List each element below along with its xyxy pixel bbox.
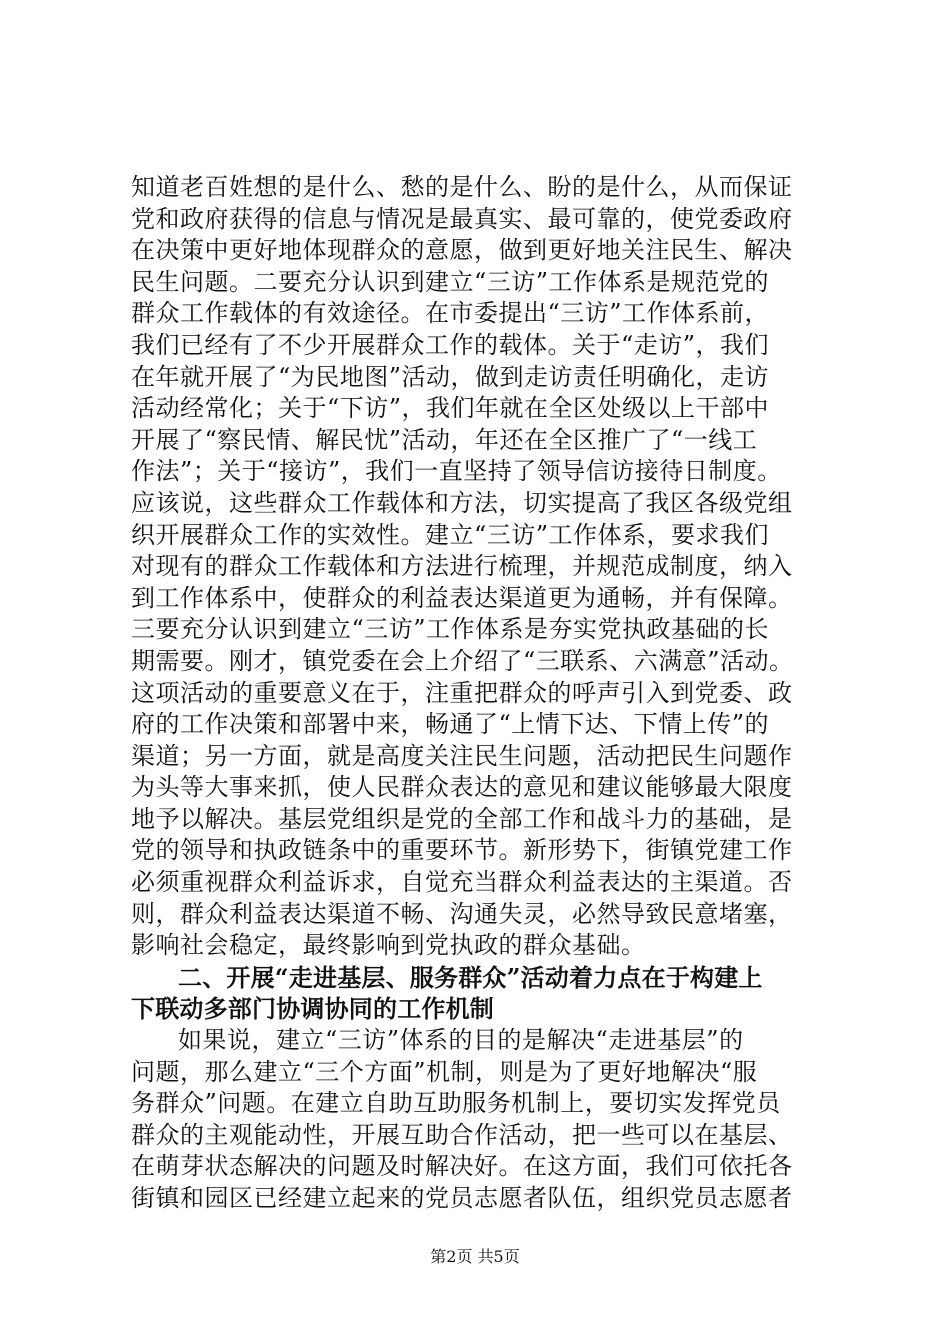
body-line: 对现有的群众工作载体和方法进行梳理，并规范成制度，纳入 xyxy=(131,552,793,581)
body-line: 必须重视群众利益诉求，自觉充当群众利益表达的主渠道。否 xyxy=(131,868,793,897)
body-line: 这项活动的重要意义在于，注重把群众的呼声引入到党委、政 xyxy=(131,678,793,707)
body-line: 在萌芽状态解决的问题及时解决好。在这方面，我们可依托各 xyxy=(131,1152,793,1181)
body-line: 三要充分认识到建立“三访”工作体系是夯实党执政基础的长 xyxy=(131,615,770,644)
body-line: 到工作体系中，使群众的利益表达渠道更为通畅，并有保障。 xyxy=(131,583,793,612)
body-line: 活动经常化；关于“下访”，我们年就在全区处级以上干部中 xyxy=(131,394,770,423)
body-line: 街镇和园区已经建立起来的党员志愿者队伍，组织党员志愿者 xyxy=(131,1184,793,1212)
body-line: 知道老百姓想的是什么、愁的是什么、盼的是什么，从而保证 xyxy=(131,173,793,201)
section-heading: 下联动多部门协调协同的工作机制 xyxy=(131,994,494,1024)
page-number-footer: 第2页 共5页 xyxy=(430,1247,520,1266)
body-line: 作法”；关于“接访”，我们一直坚持了领导信访接待日制度。 xyxy=(131,457,782,486)
body-line: 为头等大事来抓，使人民群众表达的意见和建议能够最大限度 xyxy=(131,773,793,802)
body-line: 民生问题。二要充分认识到建立“三访”工作体系是规范党的 xyxy=(131,267,770,296)
body-line: 在年就开展了“为民地图”活动，做到走访责任明确化，走访 xyxy=(131,362,770,391)
body-line: 织开展群众工作的实效性。建立“三访”工作体系，要求我们 xyxy=(131,520,770,549)
body-line: 期需要。刚才，镇党委在会上介绍了“三联系、六满意”活动。 xyxy=(131,646,794,675)
body-line: 应该说，这些群众工作载体和方法，切实提高了我区各级党组 xyxy=(131,488,793,517)
body-line: 党和政府获得的信息与情况是最真实、最可靠的，使党委政府 xyxy=(131,204,793,233)
body-line: 党的领导和执政链条中的重要环节。新形势下，街镇党建工作 xyxy=(131,836,793,865)
document-body xyxy=(131,172,836,1215)
body-line: 影响社会稳定，最终影响到党执政的群众基础。 xyxy=(131,931,646,960)
body-line: 问题，那么建立“三个方面”机制，则是为了更好地解决“服 xyxy=(131,1057,758,1086)
body-line: 务群众”问题。在建立自助互助服务机制上，要切实发挥党员 xyxy=(131,1089,781,1118)
body-line: 开展了“察民情、解民忧”活动，年还在全区推广了“一线工 xyxy=(131,425,758,454)
body-line: 则，群众利益表达渠道不畅、沟通失灵，必然导致民意堵塞， xyxy=(131,899,793,928)
body-line: 如果说，建立“三访”体系的目的是解决“走进基层”的 xyxy=(178,1026,744,1055)
body-line: 渠道；另一方面，就是高度关注民生问题，活动把民生问题作 xyxy=(131,741,793,770)
body-line: 在决策中更好地体现群众的意愿，做到更好地关注民生、解决 xyxy=(131,236,793,265)
body-line: 我们已经有了不少开展群众工作的载体。关于“走访”，我们 xyxy=(131,330,770,359)
body-line: 府的工作决策和部署中来，畅通了“上情下达、下情上传”的 xyxy=(131,710,770,739)
body-line: 群众工作载体的有效途径。在市委提出“三访”工作体系前， xyxy=(131,299,770,328)
body-line: 地予以解决。基层党组织是党的全部工作和战斗力的基础，是 xyxy=(131,804,793,833)
body-line: 群众的主观能动性，开展互助合作活动，把一些可以在基层、 xyxy=(131,1120,793,1149)
section-heading: 二、开展“走进基层、服务群众”活动着力点在于构建上 xyxy=(178,962,763,992)
